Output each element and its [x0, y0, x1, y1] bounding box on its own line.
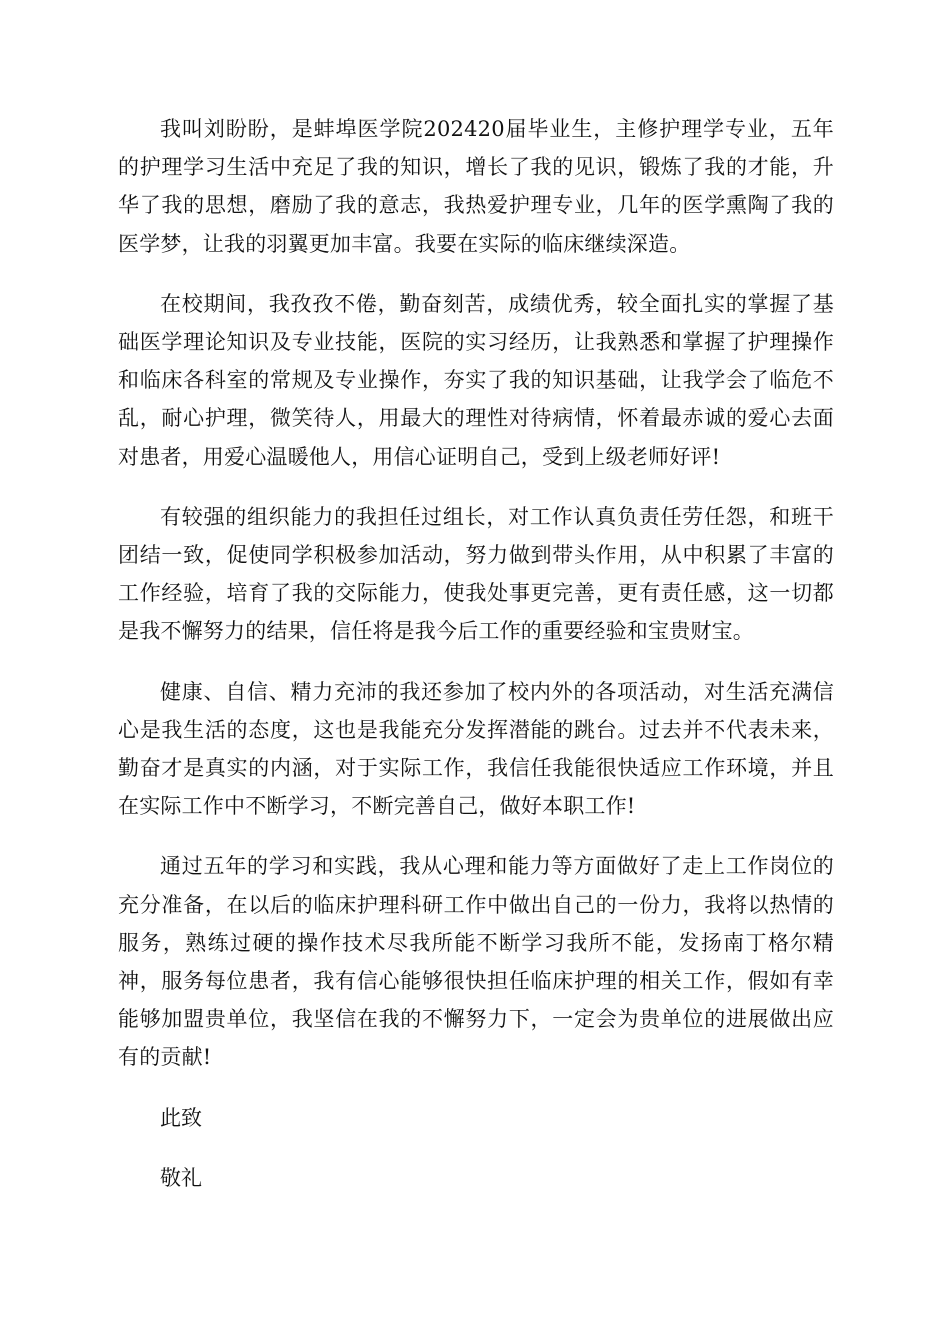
paragraph-introduction: 我叫刘盼盼，是蚌埠医学院202420届毕业生，主修护理学专业，五年的护理学习生活中充足了我的知识，增长了我的见识，锻炼了我的才能，升华了我的思想，磨励了我的意志，我热爱护理专业，几年的医学熏陶了我的医学梦，让我的羽翼更加丰富。我要在实际的临床继续深造。: [118, 117, 834, 256]
closing-salutation: 此致: [160, 1105, 202, 1130]
paragraph-preparation: 通过五年的学习和实践，我从心理和能力等方面做好了走上工作岗位的充分准备，在以后的临床护理科研工作中做出自己的一份力，我将以热情的服务，熟练过硬的操作技术尽我所能不断学习我所不能，发扬南丁格尔精神，服务每位患者，我有信心能够很快担任临床护理的相关工作，假如有幸能够加盟贵单位，我坚信在我的不懈努力下，一定会为贵单位的进展做出应有的贡献!: [118, 854, 834, 1070]
paragraph-activities: 健康、自信、精力充沛的我还参加了校内外的各项活动，对生活充满信心是我生活的态度，这也是我能充分发挥潜能的跳台。过去并不代表未来，勤奋才是真实的内涵，对于实际工作，我信任我能很快适应工作环境，并且在实际工作中不断学习，不断完善自己，做好本职工作!: [118, 679, 834, 819]
paragraph-organization-ability: 有较强的组织能力的我担任过组长，对工作认真负责任劳任怨，和班干团结一致，促使同学积极参加活动，努力做到带头作用，从中积累了丰富的工作经验，培育了我的交际能力，使我处事更完善，更有责任感，这一切都是我不懈努力的结果，信任将是我今后工作的重要经验和宝贵财宝。: [118, 504, 834, 644]
closing-regards: 敬礼: [160, 1165, 202, 1190]
letter-body: [118, 110, 834, 1219]
paragraph-school-period: 在校期间，我孜孜不倦，勤奋刻苦，成绩优秀，较全面扎实的掌握了基础医学理论知识及专业技能，医院的实习经历，让我熟悉和掌握了护理操作和临床各科室的常规及专业操作，夯实了我的知识基础，让我学会了临危不乱，耐心护理，微笑待人，用最大的理性对待病情，怀着最赤诚的爱心去面对患者，用爱心温暖他人，用信心证明自己，受到上级老师好评!: [118, 291, 834, 469]
